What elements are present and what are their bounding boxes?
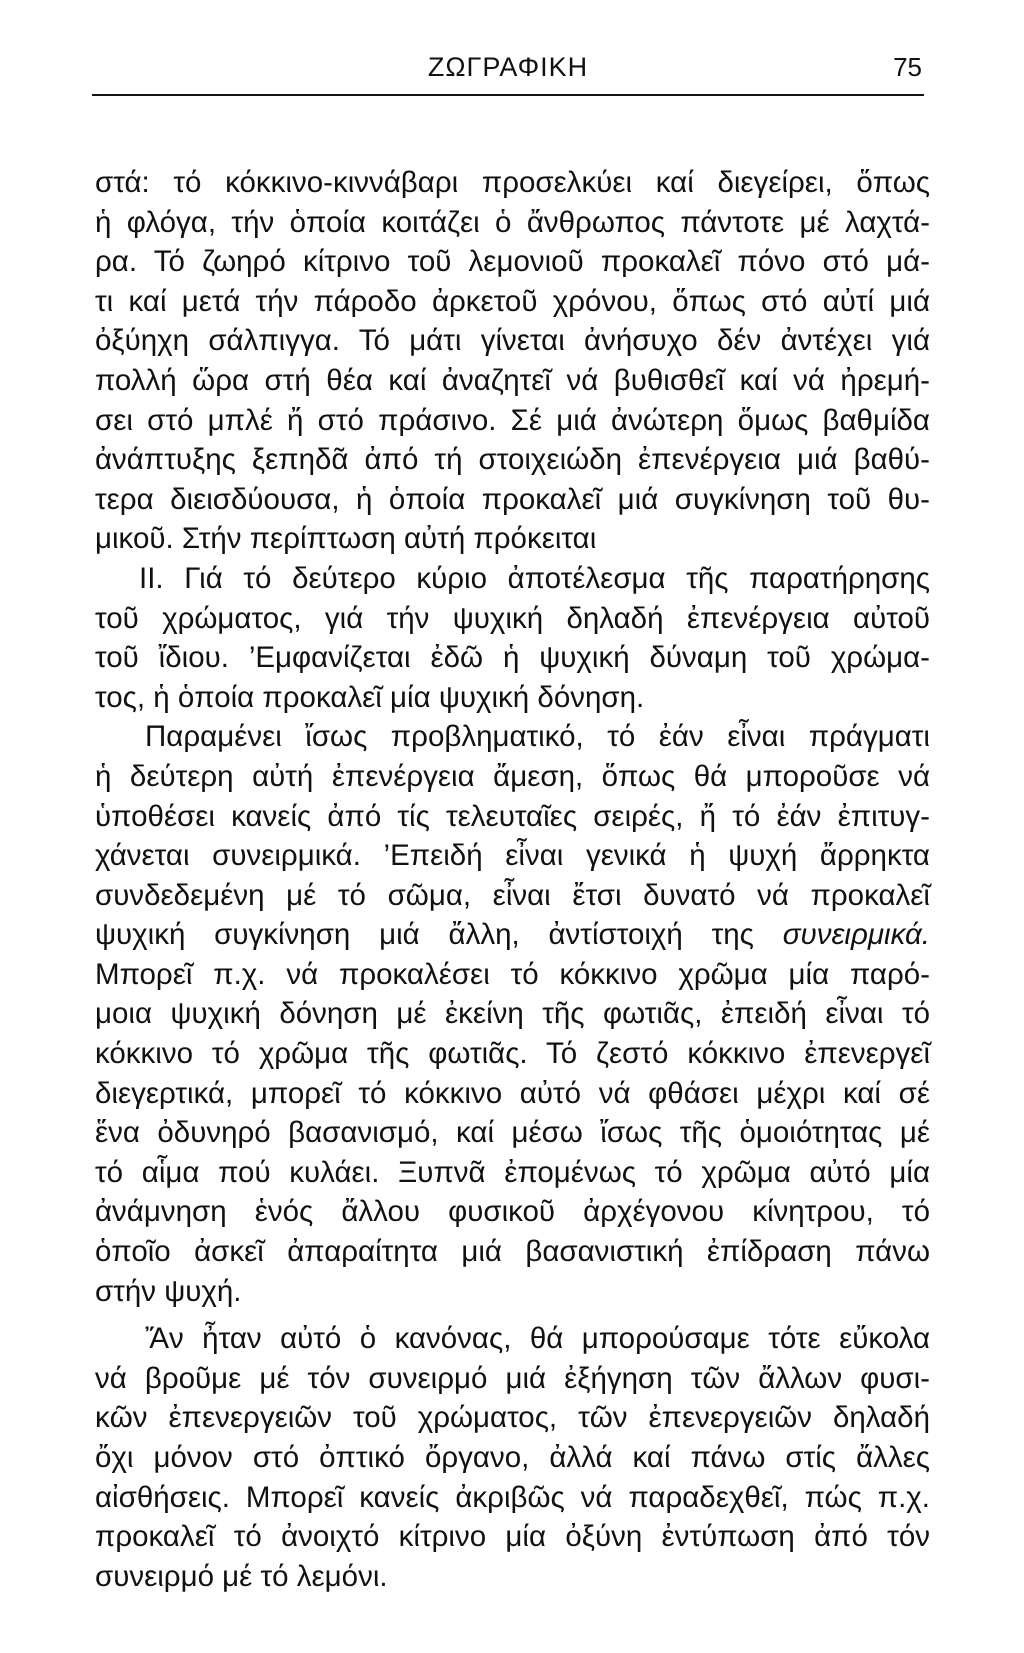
text-line: τοῦ χρώματος, γιά τήν ψυχική δηλαδή ἐπενέργεια αὐτοῦ: [95, 601, 930, 635]
text-line-with-italic: [95, 915, 930, 955]
text-line: ὄχι μόνον στό ὀπτικό ὄργανο, ἀλλά καί πάνω στίς ἄλλες: [95, 1441, 930, 1474]
text-line: προκαλεῖ τό ἀνοιχτό κίτρινο μία ὀξύνη ἐντύπωση ἀπό τόν: [95, 1520, 930, 1554]
numbered-item-line: II. Γιά τό δεύτερο κύριο ἀποτέλεσμα τῆς παρατήρησης: [139, 561, 930, 595]
text-line: τος, ἡ ὁποία προκαλεῖ μία ψυχική δόνηση.: [95, 680, 645, 714]
text-line: ἀνάμνηση ἑνός ἄλλου φυσικοῦ ἀρχέγονου κίνητρου, τό: [95, 1195, 930, 1229]
text-line: τι καί μετά τήν πάροδο ἀρκετοῦ χρόνου, ὅπως στό αὐτί μιά: [95, 284, 930, 318]
text-line: στά: τό κόκκινο-κιννάβαρι προσελκύει καί διεγείρει, ὅπως: [95, 166, 930, 199]
text-line: πολλή ὥρα στή θέα καί ἀναζητεῖ νά βυθισθεῖ καί νά ἠρεμή-: [95, 363, 930, 397]
text-line: ὁποῖο ἀσκεῖ ἀπαραίτητα μιά βασανιστική ἐπίδραση πάνω: [95, 1235, 930, 1269]
text-line: τοῦ ἴδιου. ’Εμφανίζεται ἐδῶ ἡ ψυχική δύναμη τοῦ χρώμα-: [95, 641, 930, 675]
text-line: νά βροῦμε μέ τόν συνειρμό μιά ἐξήγηση τῶν ἄλλων φυσι-: [95, 1361, 930, 1395]
text-line: μοια ψυχική δόνηση μέ ἐκείνη τῆς φωτιᾶς, ἐπειδή εἶναι τό: [95, 997, 930, 1031]
text-line: χάνεται συνειρμικά. ’Επειδή εἶναι γενικά ἡ ψυχή ἄρρηκτα: [95, 839, 930, 873]
text-line: ρα. Τό ζωηρό κίτρινο τοῦ λεμονιοῦ προκαλεῖ πόνο στό μά-: [95, 245, 930, 279]
text-line: αἰσθήσεις. Μπορεῖ κανείς ἀκριβῶς νά παραδεχθεῖ, πώς π.χ.: [95, 1480, 930, 1514]
paragraph-first-line: Παραμένει ἴσως προβληματικό, τό ἐάν εἶναι πράγματι: [145, 720, 930, 754]
italic-word: συνειρμικά.: [782, 918, 930, 952]
text-line: ὑποθέσει κανείς ἀπό τίς τελευταῖες σειρές, ἤ τό ἐάν ἐπιτυγ-: [95, 799, 930, 833]
page-header: [92, 50, 924, 96]
text-line: ἀνάπτυξης ξεπηδᾶ ἀπό τή στοιχειώδη ἐπενέργεια μιά βαθύ-: [95, 443, 930, 477]
text-segment: ψυχική συγκίνηση μιά ἄλλη, ἀντίστοιχή της: [95, 918, 754, 952]
text-line: στήν ψυχή.: [95, 1274, 242, 1308]
text-line: ἡ δεύτερη αὐτή ἐπενέργεια ἄμεση, ὅπως θά μποροῦσε νά: [95, 759, 930, 793]
text-line: διεγερτικά, μπορεῖ τό κόκκινο αὐτό νά φθάσει μέχρι καί σέ: [95, 1076, 930, 1110]
text-line: συνδεδεμένη μέ τό σῶμα, εἶναι ἔτσι δυνατό νά προκαλεῖ: [95, 878, 930, 912]
text-line: ἕνα ὀδυνηρό βασανισμό, καί μέσω ἴσως τῆς ὁμοιότητας μέ: [95, 1116, 930, 1150]
text-line: κῶν ἐπενεργειῶν τοῦ χρώματος, τῶν ἐπενεργειῶν δηλαδή: [95, 1401, 930, 1435]
running-title: ΖΩΓΡΑΦΙΚΗ: [427, 52, 589, 82]
body-text: [95, 163, 930, 1596]
text-line: ἡ φλόγα, τήν ὁποία κοιτάζει ὁ ἄνθρωπος πάντοτε μέ λαχτά-: [95, 205, 930, 239]
paragraph-first-line: Ἄν ἦταν αὐτό ὁ κανόνας, θά μπορούσαμε τότε εὔκολα: [145, 1322, 930, 1356]
text-line: μικοῦ. Στήν περίπτωση αὐτή πρόκειται: [95, 522, 597, 556]
text-line: τερα διεισδύουσα, ἡ ὁποία προκαλεῖ μιά συγκίνηση τοῦ θυ-: [95, 482, 930, 516]
text-line: Μπορεῖ π.χ. νά προκαλέσει τό κόκκινο χρῶμα μία παρό-: [95, 957, 930, 991]
text-line: συνειρμό μέ τό λεμόνι.: [95, 1559, 388, 1593]
text-line: τό αἷμα πού κυλάει. Ξυπνᾶ ἐπομένως τό χρῶμα αὐτό μία: [95, 1155, 930, 1189]
text-line: κόκκινο τό χρῶμα τῆς φωτιᾶς. Τό ζεστό κόκκινο ἐπενεργεῖ: [95, 1037, 930, 1071]
text-line: ὀξύηχη σάλπιγγα. Τό μάτι γίνεται ἀνήσυχο δέν ἀντέχει γιά: [95, 324, 930, 358]
page-number: 75: [893, 52, 922, 82]
text-line: σει στό μπλέ ἤ στό πράσινο. Σέ μιά ἀνώτερη ὅμως βαθμίδα: [95, 403, 930, 437]
